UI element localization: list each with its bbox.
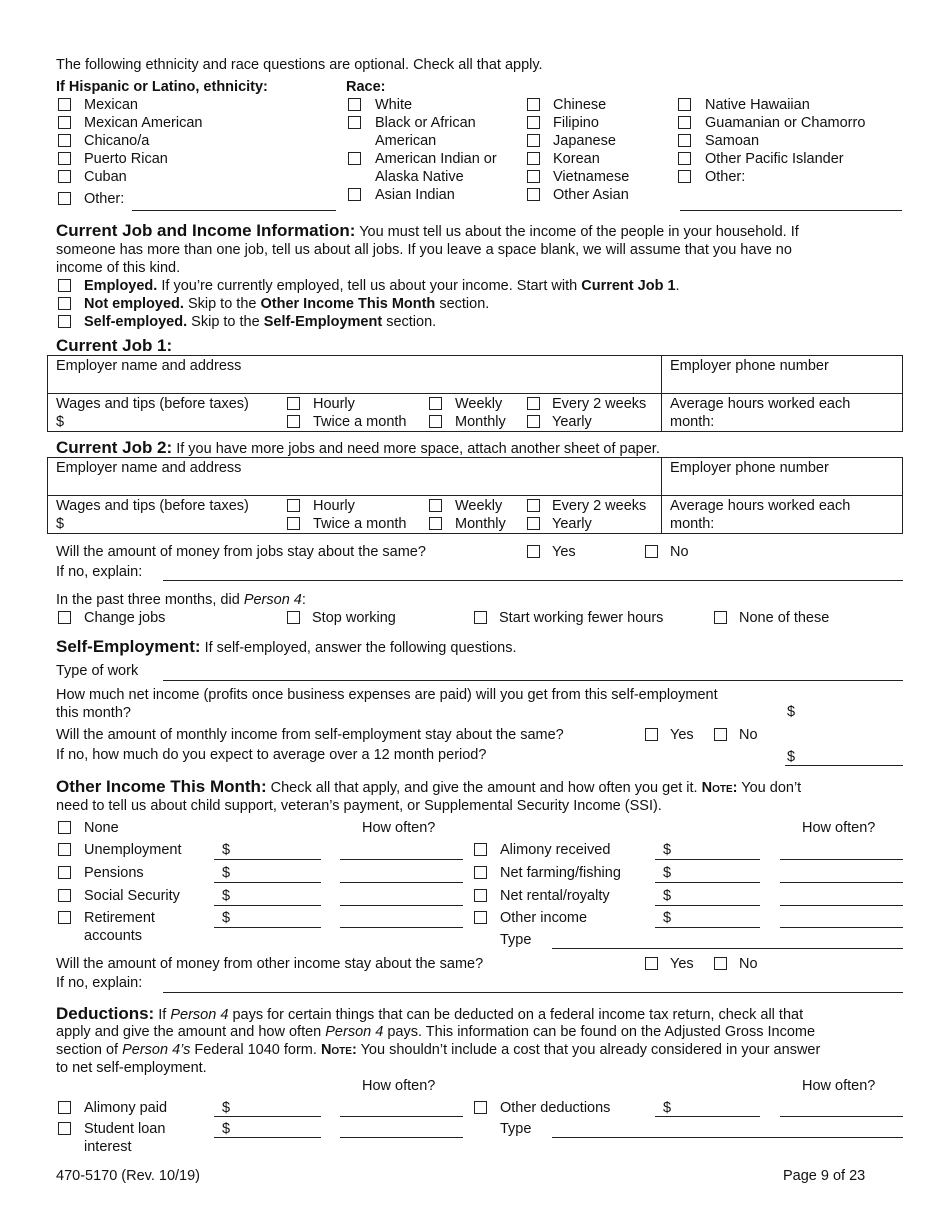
deduction-student-loan-amount[interactable] (214, 1137, 321, 1138)
selfemp-heading: Self-Employment: (56, 637, 201, 656)
selfemp-note: If self-employed, answer the following questions. (204, 640, 517, 656)
other-income-label: Net rental/royalty (500, 888, 610, 904)
other-stay-no-label: No (739, 956, 758, 972)
jobs-explain-input[interactable] (163, 580, 903, 581)
selfemp-stay-no-checkbox[interactable] (714, 728, 727, 741)
race-chinese-checkbox[interactable] (527, 98, 540, 111)
other-stay-question: Will the amount of money from other income stay about the same? (56, 956, 484, 972)
job2-every2-label: Every 2 weeks (552, 498, 647, 514)
other-dollar-sign: $ (222, 910, 231, 926)
other-other-income-amount[interactable] (655, 927, 760, 928)
deduction-alimony-amount[interactable] (214, 1116, 321, 1117)
ethnicity-mexican-checkbox[interactable] (58, 98, 71, 111)
deduction-dollar-sign: $ (222, 1100, 231, 1116)
job1-row-divider (47, 393, 903, 394)
ethnicity-option: Other: (84, 191, 125, 207)
employed-option: Employed. If you’re currently employed, tell us about your income. Start with Current Job 1. (84, 278, 680, 294)
race-option: Samoan (705, 133, 760, 149)
job2-row-divider (47, 495, 903, 496)
deduction-student-loan-how-often[interactable] (340, 1137, 463, 1138)
race-option: Alaska Native (375, 169, 464, 185)
footer-page-number: Page 9 of 23 (783, 1168, 866, 1184)
other-type-label: Type (500, 932, 532, 948)
other-stay-no-checkbox[interactable] (714, 957, 727, 970)
race-korean-checkbox[interactable] (527, 152, 540, 165)
race-option: Japanese (553, 133, 616, 149)
other-note3: need to tell us about child support, veteran’s payment, or Supplemental Security Income (SSI). (56, 798, 662, 814)
job2-avg-label: Average hours worked each (670, 498, 851, 514)
race-option: American Indian or (375, 151, 497, 167)
past-stop-working-checkbox[interactable] (287, 611, 300, 624)
jobinfo-line1: You must tell us about the income of the people in your household. If (359, 224, 799, 240)
deduction-dollar-sign: $ (663, 1100, 672, 1116)
race-option: Other Asian (553, 187, 629, 203)
race-option: Black or African (375, 115, 476, 131)
other-dollar-sign: $ (222, 888, 231, 904)
past-option: Change jobs (84, 610, 166, 626)
other-farming-how-often[interactable] (780, 882, 903, 883)
race-other-pacific-checkbox[interactable] (678, 152, 691, 165)
selfemp-net-line1: How much net income (profits once business expenses are paid) will you get from this self-employment (56, 687, 718, 703)
deduction-type-label: Type (500, 1121, 532, 1137)
other-rental-amount[interactable] (655, 905, 760, 906)
job2-phone-field[interactable]: Employer phone number (670, 460, 829, 476)
other-income-label: Social Security (84, 888, 180, 904)
race-option: Chinese (553, 97, 607, 113)
job1-weekly-checkbox[interactable] (429, 397, 442, 410)
other-unemployment-checkbox[interactable] (58, 843, 71, 856)
race-option: Other: (705, 169, 746, 185)
job1-col-divider (661, 355, 662, 432)
selfemp-stay-yes-label: Yes (670, 727, 694, 743)
other-retirement-checkbox[interactable] (58, 911, 71, 924)
job2-hourly-label: Hourly (313, 498, 355, 514)
race-black-checkbox[interactable] (348, 116, 361, 129)
past-none-checkbox[interactable] (714, 611, 727, 624)
other-income-label: Other income (500, 910, 588, 926)
job1-weekly-label: Weekly (455, 396, 503, 412)
other-dollar-sign: $ (663, 865, 672, 881)
race-filipino-checkbox[interactable] (527, 116, 540, 129)
past-option: Stop working (312, 610, 396, 626)
deduction-other-checkbox[interactable] (474, 1101, 487, 1114)
job1-hourly-checkbox[interactable] (287, 397, 300, 410)
deduction-other-how-often[interactable] (780, 1116, 903, 1117)
job1-hourly-label: Hourly (313, 396, 355, 412)
race-option: Asian Indian (375, 187, 455, 203)
other-stay-yes-label: Yes (670, 956, 694, 972)
race-option: Vietnamese (553, 169, 630, 185)
race-heading: Race: (346, 79, 386, 95)
job2-wages-label: Wages and tips (before taxes) (56, 498, 249, 514)
other-pensions-amount[interactable] (214, 882, 321, 883)
deduction-alimony-how-often[interactable] (340, 1116, 463, 1117)
selfemp-stay-yes-checkbox[interactable] (645, 728, 658, 741)
other-how-often-header-left: How often? (362, 820, 436, 836)
other-farming-checkbox[interactable] (474, 866, 487, 879)
ethnicity-option: Puerto Rican (84, 151, 168, 167)
ethnicity-chicano-checkbox[interactable] (58, 134, 71, 147)
selfemp-type-input[interactable] (163, 680, 903, 681)
job2-yearly-checkbox[interactable] (527, 517, 540, 530)
job1-avg-label: Average hours worked each (670, 396, 851, 412)
other-retirement-how-often[interactable] (340, 927, 463, 928)
race-other-input[interactable] (680, 210, 902, 211)
jobs-stay-no-checkbox[interactable] (645, 545, 658, 558)
employed-checkbox[interactable] (58, 279, 71, 292)
other-retirement-amount[interactable] (214, 927, 321, 928)
selfemp-avg-question: If no, how much do you expect to average over a 12 month period? (56, 747, 487, 763)
deduction-student-loan-checkbox[interactable] (58, 1122, 71, 1135)
ethnicity-other-input[interactable] (132, 210, 336, 211)
intro-text: The following ethnicity and race questions are optional. Check all that apply. (56, 57, 543, 73)
deductions-line2: apply and give the amount and how often Person 4 pays. This information can be found on the Adjusted Gross Income (56, 1024, 816, 1040)
ethnicity-option: Mexican (84, 97, 138, 113)
other-income-label: accounts (84, 928, 143, 944)
other-type-input[interactable] (552, 948, 903, 949)
other-rental-how-often[interactable] (780, 905, 903, 906)
job1-every2-label: Every 2 weeks (552, 396, 647, 412)
job1-monthly-label: Monthly (455, 414, 506, 430)
other-income-label: Pensions (84, 865, 144, 881)
other-income-label: Retirement (84, 910, 155, 926)
race-native-hawaiian-checkbox[interactable] (678, 98, 691, 111)
other-note1: Check all that apply, and give the amount and how often you get it. (270, 780, 698, 796)
race-vietnamese-checkbox[interactable] (527, 170, 540, 183)
selfemp-avg-dollar: $ (787, 749, 796, 765)
selfemp-stay-question: Will the amount of monthly income from self-employment stay about the same? (56, 727, 564, 743)
other-stay-yes-checkbox[interactable] (645, 957, 658, 970)
job1-yearly-label: Yearly (552, 414, 592, 430)
deduction-alimony-checkbox[interactable] (58, 1101, 71, 1114)
job1-yearly-checkbox[interactable] (527, 415, 540, 428)
deductions-line3: section of Person 4’s Federal 1040 form. Note: You shouldn’t include a cost that you already considered in your answer (56, 1042, 821, 1058)
past-question: In the past three months, did Person 4: (56, 592, 306, 608)
ethnicity-puerto-rican-checkbox[interactable] (58, 152, 71, 165)
jobs-explain-label: If no, explain: (56, 564, 143, 580)
race-option: Guamanian or Chamorro (705, 115, 866, 131)
deduction-other-amount[interactable] (655, 1116, 760, 1117)
other-how-often-header-right: How often? (802, 820, 876, 836)
other-social-security-checkbox[interactable] (58, 889, 71, 902)
other-rental-checkbox[interactable] (474, 889, 487, 902)
race-other-checkbox[interactable] (678, 170, 691, 183)
ethnicity-other-checkbox[interactable] (58, 192, 71, 205)
other-farming-amount[interactable] (655, 882, 760, 883)
jobs-stay-no-label: No (670, 544, 689, 560)
other-dollar-sign: $ (663, 888, 672, 904)
deduction-label: Student loan (84, 1121, 166, 1137)
other-unemployment-amount[interactable] (214, 859, 321, 860)
job2-weekly-label: Weekly (455, 498, 503, 514)
job1-monthly-checkbox[interactable] (429, 415, 442, 428)
other-explain-input[interactable] (163, 992, 903, 993)
other-note2: You don’t (741, 780, 802, 796)
other-pensions-checkbox[interactable] (58, 866, 71, 879)
other-pensions-how-often[interactable] (340, 882, 463, 883)
past-option: Start working fewer hours (499, 610, 664, 626)
ethnicity-option: Chicano/a (84, 133, 150, 149)
other-dollar-sign: $ (663, 910, 672, 926)
not-employed-checkbox[interactable] (58, 297, 71, 310)
other-dollar-sign: $ (222, 842, 231, 858)
race-option: Filipino (553, 115, 599, 131)
selfemp-stay-no-label: No (739, 727, 758, 743)
other-dollar-sign: $ (222, 865, 231, 881)
not-employed-option: Not employed. Skip to the Other Income This Month section. (84, 296, 490, 312)
jobs-stay-yes-checkbox[interactable] (527, 545, 540, 558)
past-fewer-hours-checkbox[interactable] (474, 611, 487, 624)
other-explain-label: If no, explain: (56, 975, 143, 991)
deductions-line4: to net self-employment. (56, 1060, 207, 1076)
other-social-security-amount[interactable] (214, 905, 321, 906)
jobs-stay-yes-label: Yes (552, 544, 576, 560)
other-dollar-sign: $ (663, 842, 672, 858)
race-option: Korean (553, 151, 600, 167)
job2-monthly-label: Monthly (455, 516, 506, 532)
ethnicity-mexican-american-checkbox[interactable] (58, 116, 71, 129)
other-other-income-checkbox[interactable] (474, 911, 487, 924)
ethnicity-cuban-checkbox[interactable] (58, 170, 71, 183)
deduction-type-input[interactable] (552, 1137, 903, 1138)
past-change-jobs-checkbox[interactable] (58, 611, 71, 624)
job2-twice-label: Twice a month (313, 516, 407, 532)
race-option: White (375, 97, 413, 113)
race-white-checkbox[interactable] (348, 98, 361, 111)
job2-wages-field[interactable]: $ (56, 516, 65, 532)
job2-col-divider (661, 457, 662, 534)
deduction-dollar-sign: $ (222, 1121, 231, 1137)
other-income-label: Net farming/fishing (500, 865, 621, 881)
job1-wages-field[interactable]: $ (56, 414, 65, 430)
job1-every2-checkbox[interactable] (527, 397, 540, 410)
other-social-security-how-often[interactable] (340, 905, 463, 906)
other-note-label: Note: (701, 780, 738, 796)
job2-yearly-label: Yearly (552, 516, 592, 532)
job1-employer-field[interactable]: Employer name and address (56, 358, 242, 374)
jobinfo-heading: Current Job and Income Information: (56, 221, 356, 240)
race-option: Native Hawaiian (705, 97, 810, 113)
job2-hourly-checkbox[interactable] (287, 499, 300, 512)
deductions-heading: Deductions: (56, 1004, 155, 1023)
ethnicity-option: Cuban (84, 169, 127, 185)
self-employed-checkbox[interactable] (58, 315, 71, 328)
job1-twice-checkbox[interactable] (287, 415, 300, 428)
race-guamanian-checkbox[interactable] (678, 116, 691, 129)
job2-heading: Current Job 2: (56, 438, 173, 457)
deduction-label: Alimony paid (84, 1100, 168, 1116)
job2-monthly-checkbox[interactable] (429, 517, 442, 530)
job2-employer-field[interactable]: Employer name and address (56, 460, 242, 476)
job2-weekly-checkbox[interactable] (429, 499, 442, 512)
deductions-how-often-header-right: How often? (802, 1078, 876, 1094)
other-none-checkbox[interactable] (58, 821, 71, 834)
job1-twice-label: Twice a month (313, 414, 407, 430)
footer-form-number: 470-5170 (Rev. 10/19) (56, 1168, 201, 1184)
job2-note: If you have more jobs and need more space, attach another sheet of paper. (176, 441, 660, 457)
jobinfo-line2: someone has more than one job, tell us about all jobs. If you leave a space blank, we will assume that you have no (56, 242, 792, 258)
selfemp-type-label: Type of work (56, 663, 139, 679)
race-option: Other Pacific Islander (705, 151, 844, 167)
race-american-indian-checkbox[interactable] (348, 152, 361, 165)
other-alimony-checkbox[interactable] (474, 843, 487, 856)
deduction-label: Other deductions (500, 1100, 611, 1116)
ethnicity-heading: If Hispanic or Latino, ethnicity: (56, 79, 268, 95)
jobinfo-line3: income of this kind. (56, 260, 181, 276)
past-option: None of these (739, 610, 830, 626)
other-heading: Other Income This Month: (56, 777, 267, 796)
other-income-label: Alimony received (500, 842, 611, 858)
deductions-line1: If Person 4 pays for certain things that can be deducted on a federal income tax return, check all that (158, 1007, 804, 1023)
deduction-label: interest (84, 1139, 132, 1155)
job1-phone-field[interactable]: Employer phone number (670, 358, 829, 374)
race-other-asian-checkbox[interactable] (527, 188, 540, 201)
other-income-label: Unemployment (84, 842, 182, 858)
other-unemployment-how-often[interactable] (340, 859, 463, 860)
self-employed-option: Self-employed. Skip to the Self-Employment section. (84, 314, 437, 330)
job1-wages-label: Wages and tips (before taxes) (56, 396, 249, 412)
race-asian-indian-checkbox[interactable] (348, 188, 361, 201)
race-japanese-checkbox[interactable] (527, 134, 540, 147)
job2-twice-checkbox[interactable] (287, 517, 300, 530)
other-alimony-amount[interactable] (655, 859, 760, 860)
job2-every2-checkbox[interactable] (527, 499, 540, 512)
job1-heading: Current Job 1: (56, 336, 173, 355)
ethnicity-option: Mexican American (84, 115, 203, 131)
race-samoan-checkbox[interactable] (678, 134, 691, 147)
selfemp-avg-input[interactable] (785, 765, 903, 766)
other-other-income-how-often[interactable] (780, 927, 903, 928)
selfemp-net-line2: this month? (56, 705, 131, 721)
job2-avg-field[interactable]: month: (670, 516, 715, 532)
selfemp-net-input[interactable]: $ (787, 704, 796, 720)
other-alimony-how-often[interactable] (780, 859, 903, 860)
jobs-stay-question: Will the amount of money from jobs stay about the same? (56, 544, 426, 560)
job1-avg-field[interactable]: month: (670, 414, 715, 430)
other-none-label: None (84, 820, 119, 836)
deductions-how-often-header-left: How often? (362, 1078, 436, 1094)
race-option: American (375, 133, 437, 149)
